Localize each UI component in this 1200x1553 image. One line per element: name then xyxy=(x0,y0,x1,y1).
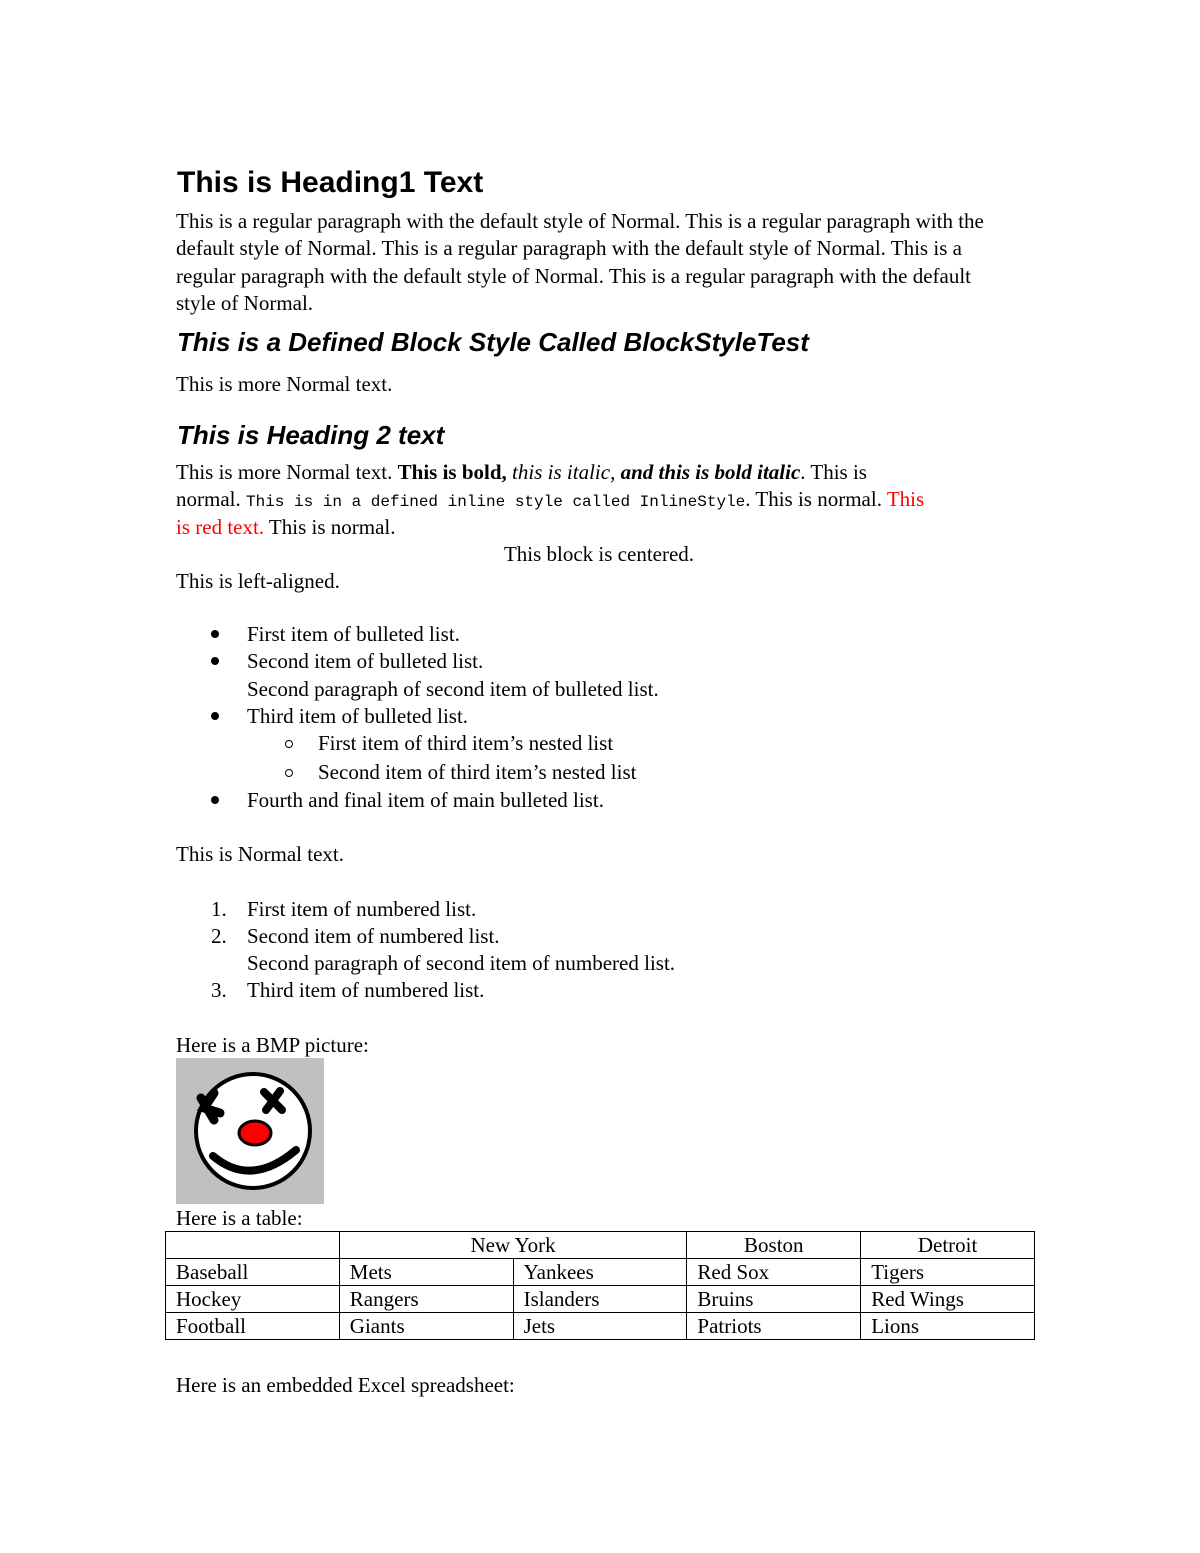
inline-style-span: This is in a defined inline style called InlineStyle xyxy=(245,493,746,511)
table-cell: Mets xyxy=(339,1259,513,1286)
mixed-format-line-3 xyxy=(176,514,396,541)
nested-list-item: Second item of third item’s nested list xyxy=(318,760,637,784)
normal-span: This is more Normal text. xyxy=(176,460,398,484)
table-cell xyxy=(166,1232,340,1259)
table-header-cell: Detroit xyxy=(861,1232,1035,1259)
block-style-heading: This is a Defined Block Style Called BlockStyleTest xyxy=(177,327,809,357)
table-cell: Lions xyxy=(861,1313,1035,1340)
bullet-icon xyxy=(211,712,219,720)
list-item: Second item of numbered list. xyxy=(247,924,500,948)
normal-span: . This is xyxy=(800,460,867,484)
table-cell: Islanders xyxy=(513,1286,687,1313)
mixed-format-line-1 xyxy=(176,459,867,486)
list-item: Second item of bulleted list. xyxy=(247,649,484,673)
normal-text: This is Normal text. xyxy=(176,842,344,866)
list-item: First item of bulleted list. xyxy=(247,622,460,646)
table-header-row xyxy=(166,1232,1035,1259)
list-item: First item of numbered list. xyxy=(247,897,477,921)
list-item: Fourth and final item of main bulleted list. xyxy=(247,788,604,812)
hollow-bullet-icon xyxy=(285,740,293,748)
bullet-icon xyxy=(211,796,219,804)
list-number: 3. xyxy=(211,978,227,1002)
clown-face-picture xyxy=(176,1058,324,1204)
table-caption: Here is a table: xyxy=(176,1206,303,1230)
sports-teams-table xyxy=(165,1231,1035,1340)
comma: , xyxy=(610,460,621,484)
mixed-format-line-2 xyxy=(176,486,924,516)
bullet-icon xyxy=(211,657,219,665)
italic-span: this is italic xyxy=(506,460,611,484)
bmp-caption: Here is a BMP picture: xyxy=(176,1033,369,1057)
normal-span: This is normal. xyxy=(264,515,396,539)
table-cell: Bruins xyxy=(687,1286,861,1313)
normal-span: normal. xyxy=(176,487,246,511)
centered-block: This block is centered. xyxy=(503,542,695,566)
normal-paragraph: This is a regular paragraph with the default style of Normal. This is a regular paragraph with the default style of Normal. This is a regular paragraph with the default style of Normal. This is a regular paragraph with the default style of Normal. This is a regular paragraph with the default style of Normal. xyxy=(176,209,984,315)
list-item-paragraph: Second paragraph of second item of numbered list. xyxy=(247,951,676,975)
table-cell: Tigers xyxy=(861,1259,1035,1286)
red-text-span: is red text. xyxy=(176,515,265,539)
normal-text: This is more Normal text. xyxy=(176,372,393,396)
table-row xyxy=(166,1259,1035,1286)
list-number: 1. xyxy=(211,897,227,921)
heading-2: This is Heading 2 text xyxy=(177,420,445,450)
table-cell: Patriots xyxy=(687,1313,861,1340)
table-cell: Red Sox xyxy=(687,1259,861,1286)
table-cell: Hockey xyxy=(166,1286,340,1313)
heading-1: This is Heading1 Text xyxy=(177,166,484,199)
normal-span: . This is normal. xyxy=(745,487,887,511)
table-row xyxy=(166,1313,1035,1340)
left-aligned-text: This is left-aligned. xyxy=(176,569,340,593)
table-cell: Baseball xyxy=(166,1259,340,1286)
table-cell: Football xyxy=(166,1313,340,1340)
nested-list-item: First item of third item’s nested list xyxy=(318,731,614,755)
excel-caption: Here is an embedded Excel spreadsheet: xyxy=(176,1373,515,1397)
list-number: 2. xyxy=(211,924,227,948)
list-item: Third item of numbered list. xyxy=(247,978,485,1002)
table-cell: Yankees xyxy=(513,1259,687,1286)
table-cell: Rangers xyxy=(339,1286,513,1313)
table-cell: Red Wings xyxy=(861,1286,1035,1313)
table-header-cell: New York xyxy=(339,1232,687,1259)
table-cell: Jets xyxy=(513,1313,687,1340)
list-item: Third item of bulleted list. xyxy=(247,704,469,728)
red-text-span: This xyxy=(886,487,925,511)
hollow-bullet-icon xyxy=(285,769,293,777)
list-item-paragraph: Second paragraph of second item of bulleted list. xyxy=(247,677,659,701)
bold-span: This is bold, xyxy=(397,460,507,484)
bold-italic-span: and this is bold italic xyxy=(620,460,801,484)
table-row xyxy=(166,1286,1035,1313)
table-cell: Giants xyxy=(339,1313,513,1340)
table-header-cell: Boston xyxy=(687,1232,861,1259)
bullet-icon xyxy=(211,630,219,638)
